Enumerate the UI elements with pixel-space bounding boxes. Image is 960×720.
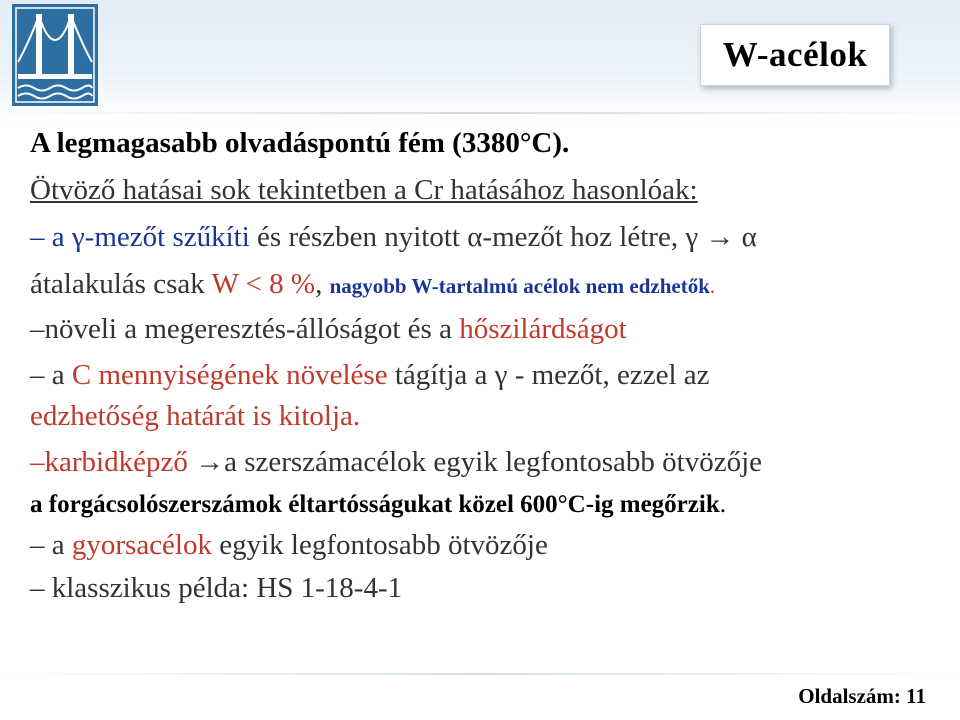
cutting-tools-text: a forgácsolószerszámok éltartósságukat közel 600°C-ig megőrzik bbox=[30, 491, 720, 518]
body-line-9 bbox=[30, 488, 726, 522]
footer-divider bbox=[0, 673, 960, 675]
body-line-5 bbox=[30, 312, 627, 346]
comma-text: , bbox=[315, 268, 330, 300]
period-text: . bbox=[709, 274, 716, 298]
gamma-widen-text: tágítja a γ - mezőt, ezzel az bbox=[387, 359, 710, 391]
body-line-7: edzhetőség határát is kitolja. bbox=[30, 400, 361, 432]
gamma-field-text: – a γ-mezőt szűkíti bbox=[30, 221, 250, 253]
tempering-text: –növeli a megeresztés-állóságot és a bbox=[30, 313, 460, 345]
period-text-2: . bbox=[719, 491, 726, 518]
page-number: Oldalszám: 11 bbox=[798, 684, 926, 708]
not-hardenable-text: nagyobb W-tartalmú acélok nem edzhetők bbox=[329, 274, 710, 298]
high-speed-steel-text: gyorsacélok bbox=[71, 529, 212, 561]
transform-text: átalakulás csak bbox=[30, 268, 212, 300]
carbon-increase-text: C mennyiségének növelése bbox=[71, 359, 388, 391]
hot-strength-text: hőszilárdságot bbox=[459, 313, 627, 345]
university-bridge-logo-icon bbox=[12, 4, 98, 106]
body-line-11: – klasszikus példa: HS 1-18-4-1 bbox=[30, 572, 403, 604]
carbide-former-text: –karbidképző bbox=[30, 446, 188, 478]
body-line-3 bbox=[30, 220, 757, 254]
body-line-8 bbox=[30, 445, 762, 479]
dash-text: – a bbox=[30, 359, 72, 391]
tool-steel-text: →a szerszámacélok egyik legfontosabb ötvözője bbox=[187, 446, 762, 478]
body-line-2: Ötvöző hatásai sok tekintetben a Cr hatásához hasonlóak: bbox=[30, 174, 698, 206]
body-line-4 bbox=[30, 267, 715, 303]
alpha-field-text: és részben nyitott α-mezőt hoz létre, γ → α bbox=[249, 221, 757, 253]
w-limit-text: W < 8 % bbox=[211, 268, 316, 300]
body-line-1: A legmagasabb olvadáspontú fém (3380°C). bbox=[30, 127, 570, 159]
slide-title: W-acélok bbox=[700, 24, 890, 86]
dash-text-2: – a bbox=[30, 529, 72, 561]
header-divider bbox=[0, 112, 960, 114]
alloy-text: egyik legfontosabb ötvözője bbox=[212, 529, 548, 561]
body-line-10 bbox=[30, 528, 548, 562]
body-line-6 bbox=[30, 358, 710, 392]
